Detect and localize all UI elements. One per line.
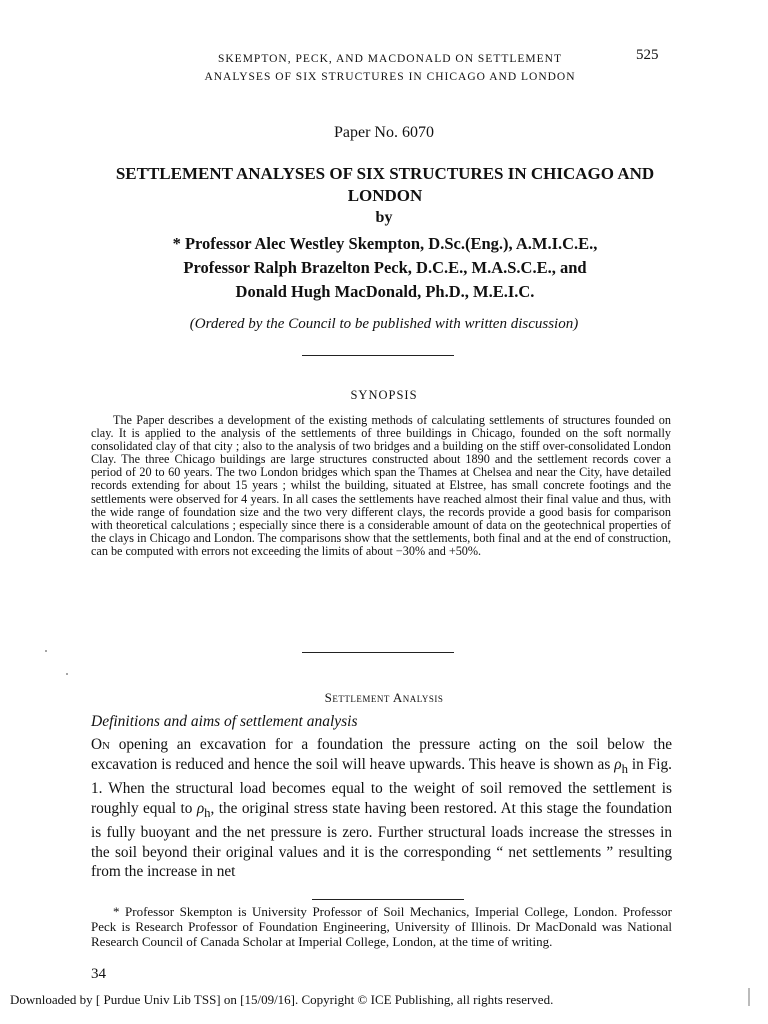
scan-edge-mark	[748, 988, 750, 1006]
author-line: Professor Ralph Brazelton Peck, D.C.E., M.A.S.C.E., and	[183, 258, 587, 277]
body-paragraph	[91, 735, 672, 882]
council-note	[0, 316, 768, 333]
divider	[302, 652, 454, 653]
body-text-b: in Fig. 1. When the structural load becomes equal to the weight of soil removed the settlement is roughly equal to	[91, 755, 672, 817]
running-header-line1: SKEMPTON, PECK, AND MACDONALD ON SETTLEMENT	[217, 53, 563, 65]
signature-mark: 34	[91, 966, 106, 982]
divider	[302, 355, 454, 356]
byline: by	[375, 209, 393, 226]
running-header	[130, 50, 650, 86]
subsection-heading: Definitions and aims of settlement analysis	[91, 713, 358, 730]
author-line: Donald Hugh MacDonald, Ph.D., M.E.I.C.	[235, 282, 535, 301]
section-heading: Settlement Analysis	[324, 690, 444, 705]
footnote-rule	[312, 899, 464, 900]
page-number: 525	[636, 47, 659, 63]
rho-subscript: h	[621, 761, 628, 776]
scan-fleck	[66, 673, 68, 675]
rho-symbol: ρ	[614, 755, 622, 773]
author-list	[80, 232, 690, 304]
paper-title: SETTLEMENT ANALYSES OF SIX STRUCTURES IN CHICAGO AND LONDON	[115, 164, 655, 205]
running-header-line2: ANALYSES OF SIX STRUCTURES IN CHICAGO AND LONDON	[204, 71, 576, 83]
download-notice: Downloaded by [ Purdue Univ Lib TSS] on [15/09/16]. Copyright © ICE Publishing, all rights reserved.	[10, 992, 554, 1007]
footnote: * Professor Skempton is University Professor of Soil Mechanics, Imperial College, London. Professor Peck is Research Professor of Foundation Engineering, University of Illinois. Dr MacDonald was National Research Council of Canada Scholar at Imperial College, London, at the time of writing.	[91, 904, 672, 950]
synopsis-text: The Paper describes a development of the existing methods of calculating settlements of structures founded on clay. It is applied to the analysis of the settlements of three buildings in Chicago, founded on the soft normally consolidated clay of that city ; also to the analysis of two bridges and a building on the stiff over-consolidated London Clay. The three Chicago buildings are large structures constructed about 1890 and the settlement records cover a period of 20 to 60 years. The two London bridges which span the Thames at Chelsea and near the City, have detailed records extending for about 15 years ; whilst the building, situated at Elstree, has small concrete footings and the settlements were observed for 4 years. In all cases the settlements have reached almost their final value and thus, with the wide range of foundation size and the two very different clays, the records provide a good basis for comparison with theoretical calculations ; especially since there is a considerable amount of data on the geotechnical properties of the clays in Chicago and London. The comparisons show that the settlements, both final and at the end of construction, can be computed with errors not exceeding the limits of about −30% and +50%.	[91, 413, 671, 558]
body-text-c: , the original stress state having been restored. At this stage the foundation is fully buoyant and the net pressure is zero. Further structural loads increase the stresses in the soil beyond their original values and it is the corresponding “ net settlements ” resulting from the increase in net	[91, 799, 672, 881]
rho-subscript: h	[204, 805, 211, 820]
rho-symbol: ρ	[196, 799, 205, 817]
author-line: * Professor Alec Westley Skempton, D.Sc.(Eng.), A.M.I.C.E.,	[172, 234, 598, 253]
synopsis-heading: SYNOPSIS	[350, 388, 418, 402]
drop-word: On	[91, 736, 110, 753]
scan-fleck	[45, 650, 47, 652]
council-note-text: (Ordered by the Council to be published with written discussion)	[189, 316, 579, 332]
body-text-a: opening an excavation for a foundation the pressure acting on the soil below the excavation is reduced and hence the soil will heave upwards. This heave is shown as	[91, 736, 673, 773]
paper-number: Paper No. 6070	[334, 124, 434, 141]
